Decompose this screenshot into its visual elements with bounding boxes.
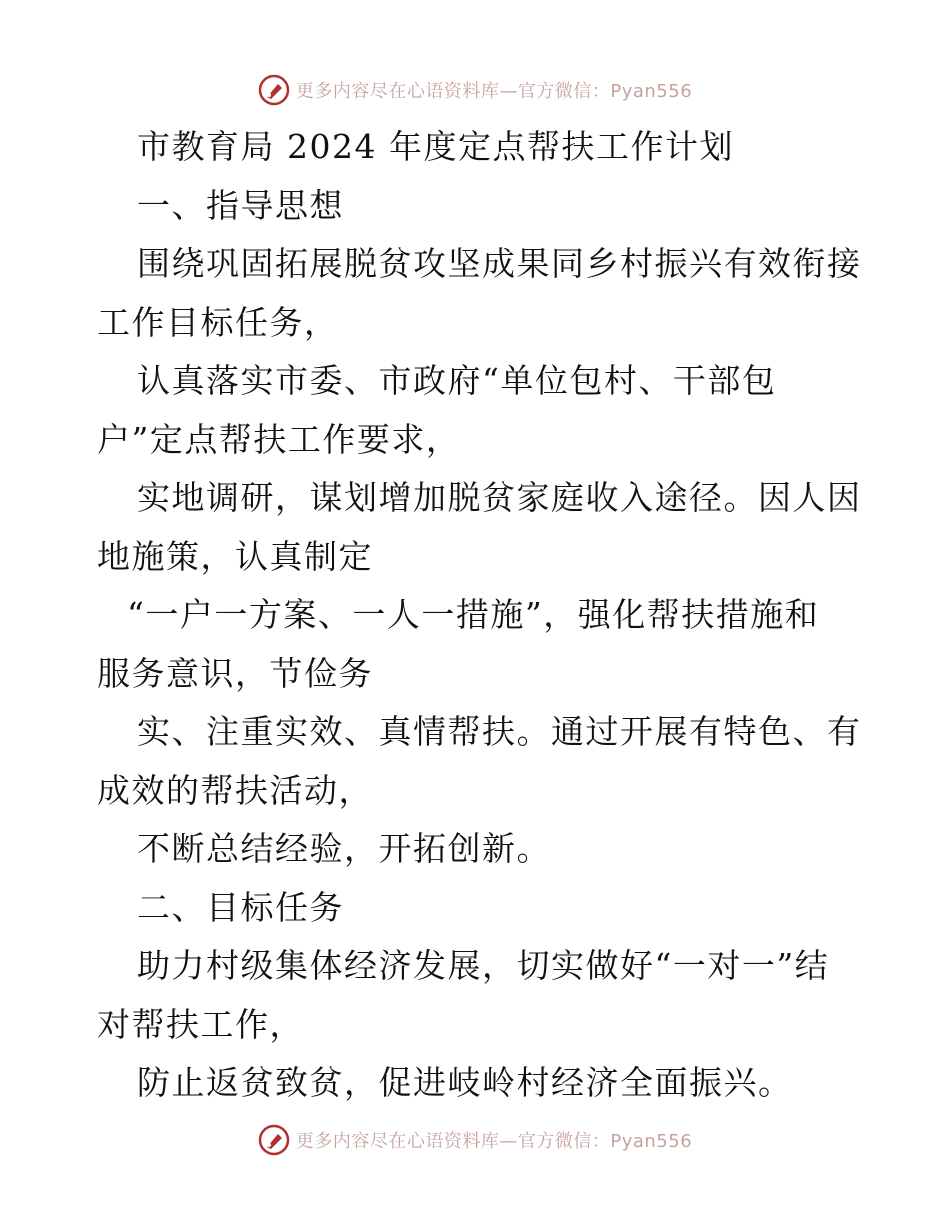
paragraph-line: 成效的帮扶活动， bbox=[97, 770, 373, 810]
watermark-text: 更多内容尽在心语资料库—官方微信：Pyan556 bbox=[295, 1131, 693, 1152]
paragraph-line: 防止返贫致贫，促进岐岭村经济全面振兴。 bbox=[137, 1063, 793, 1102]
paragraph-line: 助力村级集体经济发展，切实做好“一对一”结 bbox=[137, 946, 830, 985]
paragraph-line: 围绕巩固拓展脱贫攻坚成果同乡村振兴有效衔接 bbox=[137, 244, 862, 283]
paragraph-line: “一户一方案、一人一措施”，强化帮扶措施和 bbox=[127, 595, 820, 634]
paragraph-line: 实地调研，谋划增加脱贫家庭收入途径。因人因 bbox=[137, 478, 862, 517]
paragraph-line: 实、注重实效、真情帮扶。通过开展有特色、有 bbox=[137, 712, 862, 751]
paragraph-line: 工作目标任务， bbox=[97, 302, 339, 342]
paragraph-line: 户”定点帮扶工作要求， bbox=[97, 419, 461, 459]
pen-nib-logo-icon bbox=[258, 74, 290, 106]
paragraph-line: 认真落实市委、市政府“单位包村、干部包 bbox=[137, 361, 777, 400]
document-title: 市教育局 2024 年度定点帮扶工作计划 bbox=[137, 127, 734, 166]
watermark-text: 更多内容尽在心语资料库—官方微信：Pyan556 bbox=[295, 81, 693, 102]
paragraph-line: 地施策，认真制定 bbox=[97, 536, 373, 576]
section-heading: 一、指导思想 bbox=[137, 185, 344, 225]
paragraph-line: 不断总结经验，开拓创新。 bbox=[137, 829, 551, 868]
pen-nib-logo-icon bbox=[258, 1124, 290, 1156]
watermark-header bbox=[0, 72, 950, 108]
watermark-footer bbox=[0, 1122, 950, 1158]
document-body bbox=[97, 118, 862, 1113]
paragraph-line: 服务意识，节俭务 bbox=[97, 653, 373, 693]
section-heading: 二、目标任务 bbox=[137, 887, 344, 927]
paragraph-line: 对帮扶工作， bbox=[97, 1004, 304, 1044]
